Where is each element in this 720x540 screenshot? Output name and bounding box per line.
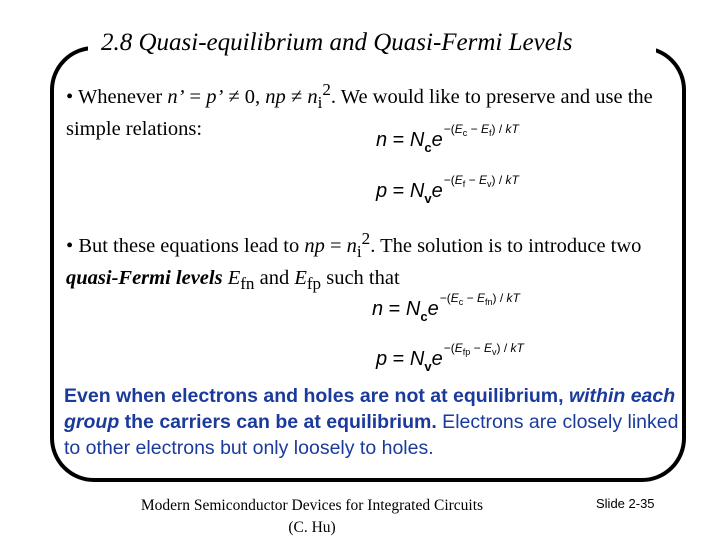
- var-Efp: E: [294, 266, 307, 289]
- ni-subscript: i: [317, 92, 323, 112]
- equation-n-equilibrium: [376, 122, 519, 155]
- summary-bold-2: the carriers can be at equilibrium.: [119, 411, 437, 433]
- bullet-text-end: such that: [321, 266, 400, 289]
- eq-equals: =: [383, 298, 406, 320]
- eq-e: e: [431, 348, 443, 370]
- var-n-prime: n’: [167, 85, 185, 108]
- eq-exponent: [444, 173, 519, 187]
- footer-book-title: Modern Semiconductor Devices for Integrated Circuits: [140, 497, 484, 514]
- exp-close: ) /: [491, 173, 506, 187]
- exp-E1: E: [454, 173, 463, 187]
- equation-p-quasi: [376, 341, 524, 374]
- bullet-marker: •: [66, 234, 74, 257]
- eq-equals: =: [387, 348, 410, 370]
- var-ni: n: [307, 85, 318, 108]
- exp-minus: −: [470, 341, 484, 355]
- exp-E1-sub: fp: [462, 347, 471, 357]
- eq-exponent: [444, 122, 519, 136]
- exp-E1: E: [454, 122, 463, 136]
- exp-close: ) /: [496, 341, 511, 355]
- eq-lhs: n: [372, 298, 384, 320]
- exp-open: −(: [443, 341, 455, 355]
- bullet-quasi-fermi: [66, 226, 686, 297]
- ni-subscript: i: [356, 241, 362, 261]
- footer-source: [102, 495, 522, 539]
- Efn-subscript: fn: [240, 274, 255, 294]
- eq-equals: =: [387, 129, 410, 151]
- summary-bold-1: Even when electrons and holes are not at equilibrium,: [64, 385, 569, 407]
- bullet-text: But these equations lead to: [78, 234, 305, 257]
- exp-E2: E: [476, 291, 485, 305]
- slide-title: 2.8 Quasi-equilibrium and Quasi-Fermi Levels: [101, 29, 573, 56]
- eq-N: N: [409, 129, 425, 151]
- bullet-marker: •: [66, 85, 74, 108]
- footer-author: (C. Hu): [288, 519, 336, 536]
- eq-e: e: [431, 129, 443, 151]
- summary-bold-italic: within each group: [64, 385, 676, 433]
- var-ni: n: [346, 234, 357, 257]
- not-equal-sign: ≠: [285, 85, 308, 108]
- eq-lhs: n: [376, 129, 388, 151]
- exp-kT: kT: [505, 122, 519, 136]
- equals-sign: =: [184, 85, 207, 108]
- exp-E2-sub: f: [488, 128, 492, 138]
- exp-minus: −: [463, 291, 477, 305]
- equals-sign: =: [324, 234, 347, 257]
- exp-E2: E: [480, 122, 489, 136]
- eq-equals: =: [387, 180, 410, 202]
- eq-N: N: [405, 298, 421, 320]
- var-Efn: E: [227, 266, 241, 289]
- var-np: np: [304, 234, 325, 257]
- summary-normal: Electrons are closely linked to other electrons but only loosely to holes.: [64, 411, 679, 459]
- exp-E1-sub: f: [462, 179, 466, 189]
- exp-open: −(: [439, 291, 451, 305]
- exp-open: −(: [443, 122, 455, 136]
- var-p-prime: p’: [206, 85, 224, 108]
- exp-kT: kT: [505, 173, 519, 187]
- exp-E2-sub: v: [491, 347, 497, 357]
- eq-N-subscript: v: [424, 191, 432, 206]
- exp-minus: −: [467, 122, 481, 136]
- exp-E1: E: [450, 291, 459, 305]
- eq-lhs: p: [376, 348, 388, 370]
- var-np: np: [265, 85, 286, 108]
- exp-E1: E: [454, 341, 463, 355]
- ni-superscript: 2: [322, 80, 331, 99]
- bullet-text: Whenever: [77, 85, 168, 108]
- eq-N: N: [409, 180, 425, 202]
- eq-N-subscript: c: [424, 140, 432, 155]
- eq-lhs: p: [376, 180, 388, 202]
- and-text: and: [254, 266, 295, 289]
- exp-E1-sub: c: [458, 297, 464, 307]
- exp-minus: −: [465, 173, 479, 187]
- eq-exponent: [440, 291, 520, 305]
- eq-N-subscript: v: [424, 359, 432, 374]
- exp-E2-sub: v: [486, 179, 492, 189]
- equation-p-equilibrium: [376, 173, 519, 206]
- summary-text: [64, 383, 690, 461]
- Efp-subscript: fp: [306, 274, 322, 294]
- eq-e: e: [431, 180, 443, 202]
- exp-kT: kT: [510, 341, 524, 355]
- equation-n-quasi: [372, 291, 520, 324]
- exp-open: −(: [443, 173, 455, 187]
- exp-E2: E: [483, 341, 492, 355]
- eq-e: e: [427, 298, 439, 320]
- exp-E1-sub: c: [462, 128, 468, 138]
- eq-exponent: [444, 341, 524, 355]
- bullet-text-rest: . We would like to preserve and use the simple relations:: [66, 85, 653, 140]
- exp-E2: E: [478, 173, 487, 187]
- ni-superscript: 2: [361, 229, 371, 248]
- not-equal-zero: ≠ 0,: [223, 85, 266, 108]
- exp-E2-sub: fn: [484, 297, 493, 307]
- exp-close: ) /: [491, 122, 506, 136]
- exp-kT: kT: [506, 291, 520, 305]
- eq-N: N: [409, 348, 425, 370]
- exp-close: ) /: [492, 291, 507, 305]
- bullet-text-mid: . The solution is to introduce two: [370, 234, 642, 257]
- quasi-fermi-term: quasi-Fermi levels: [66, 266, 223, 289]
- slide-number: Slide 2-35: [596, 496, 655, 511]
- eq-N-subscript: c: [420, 309, 428, 324]
